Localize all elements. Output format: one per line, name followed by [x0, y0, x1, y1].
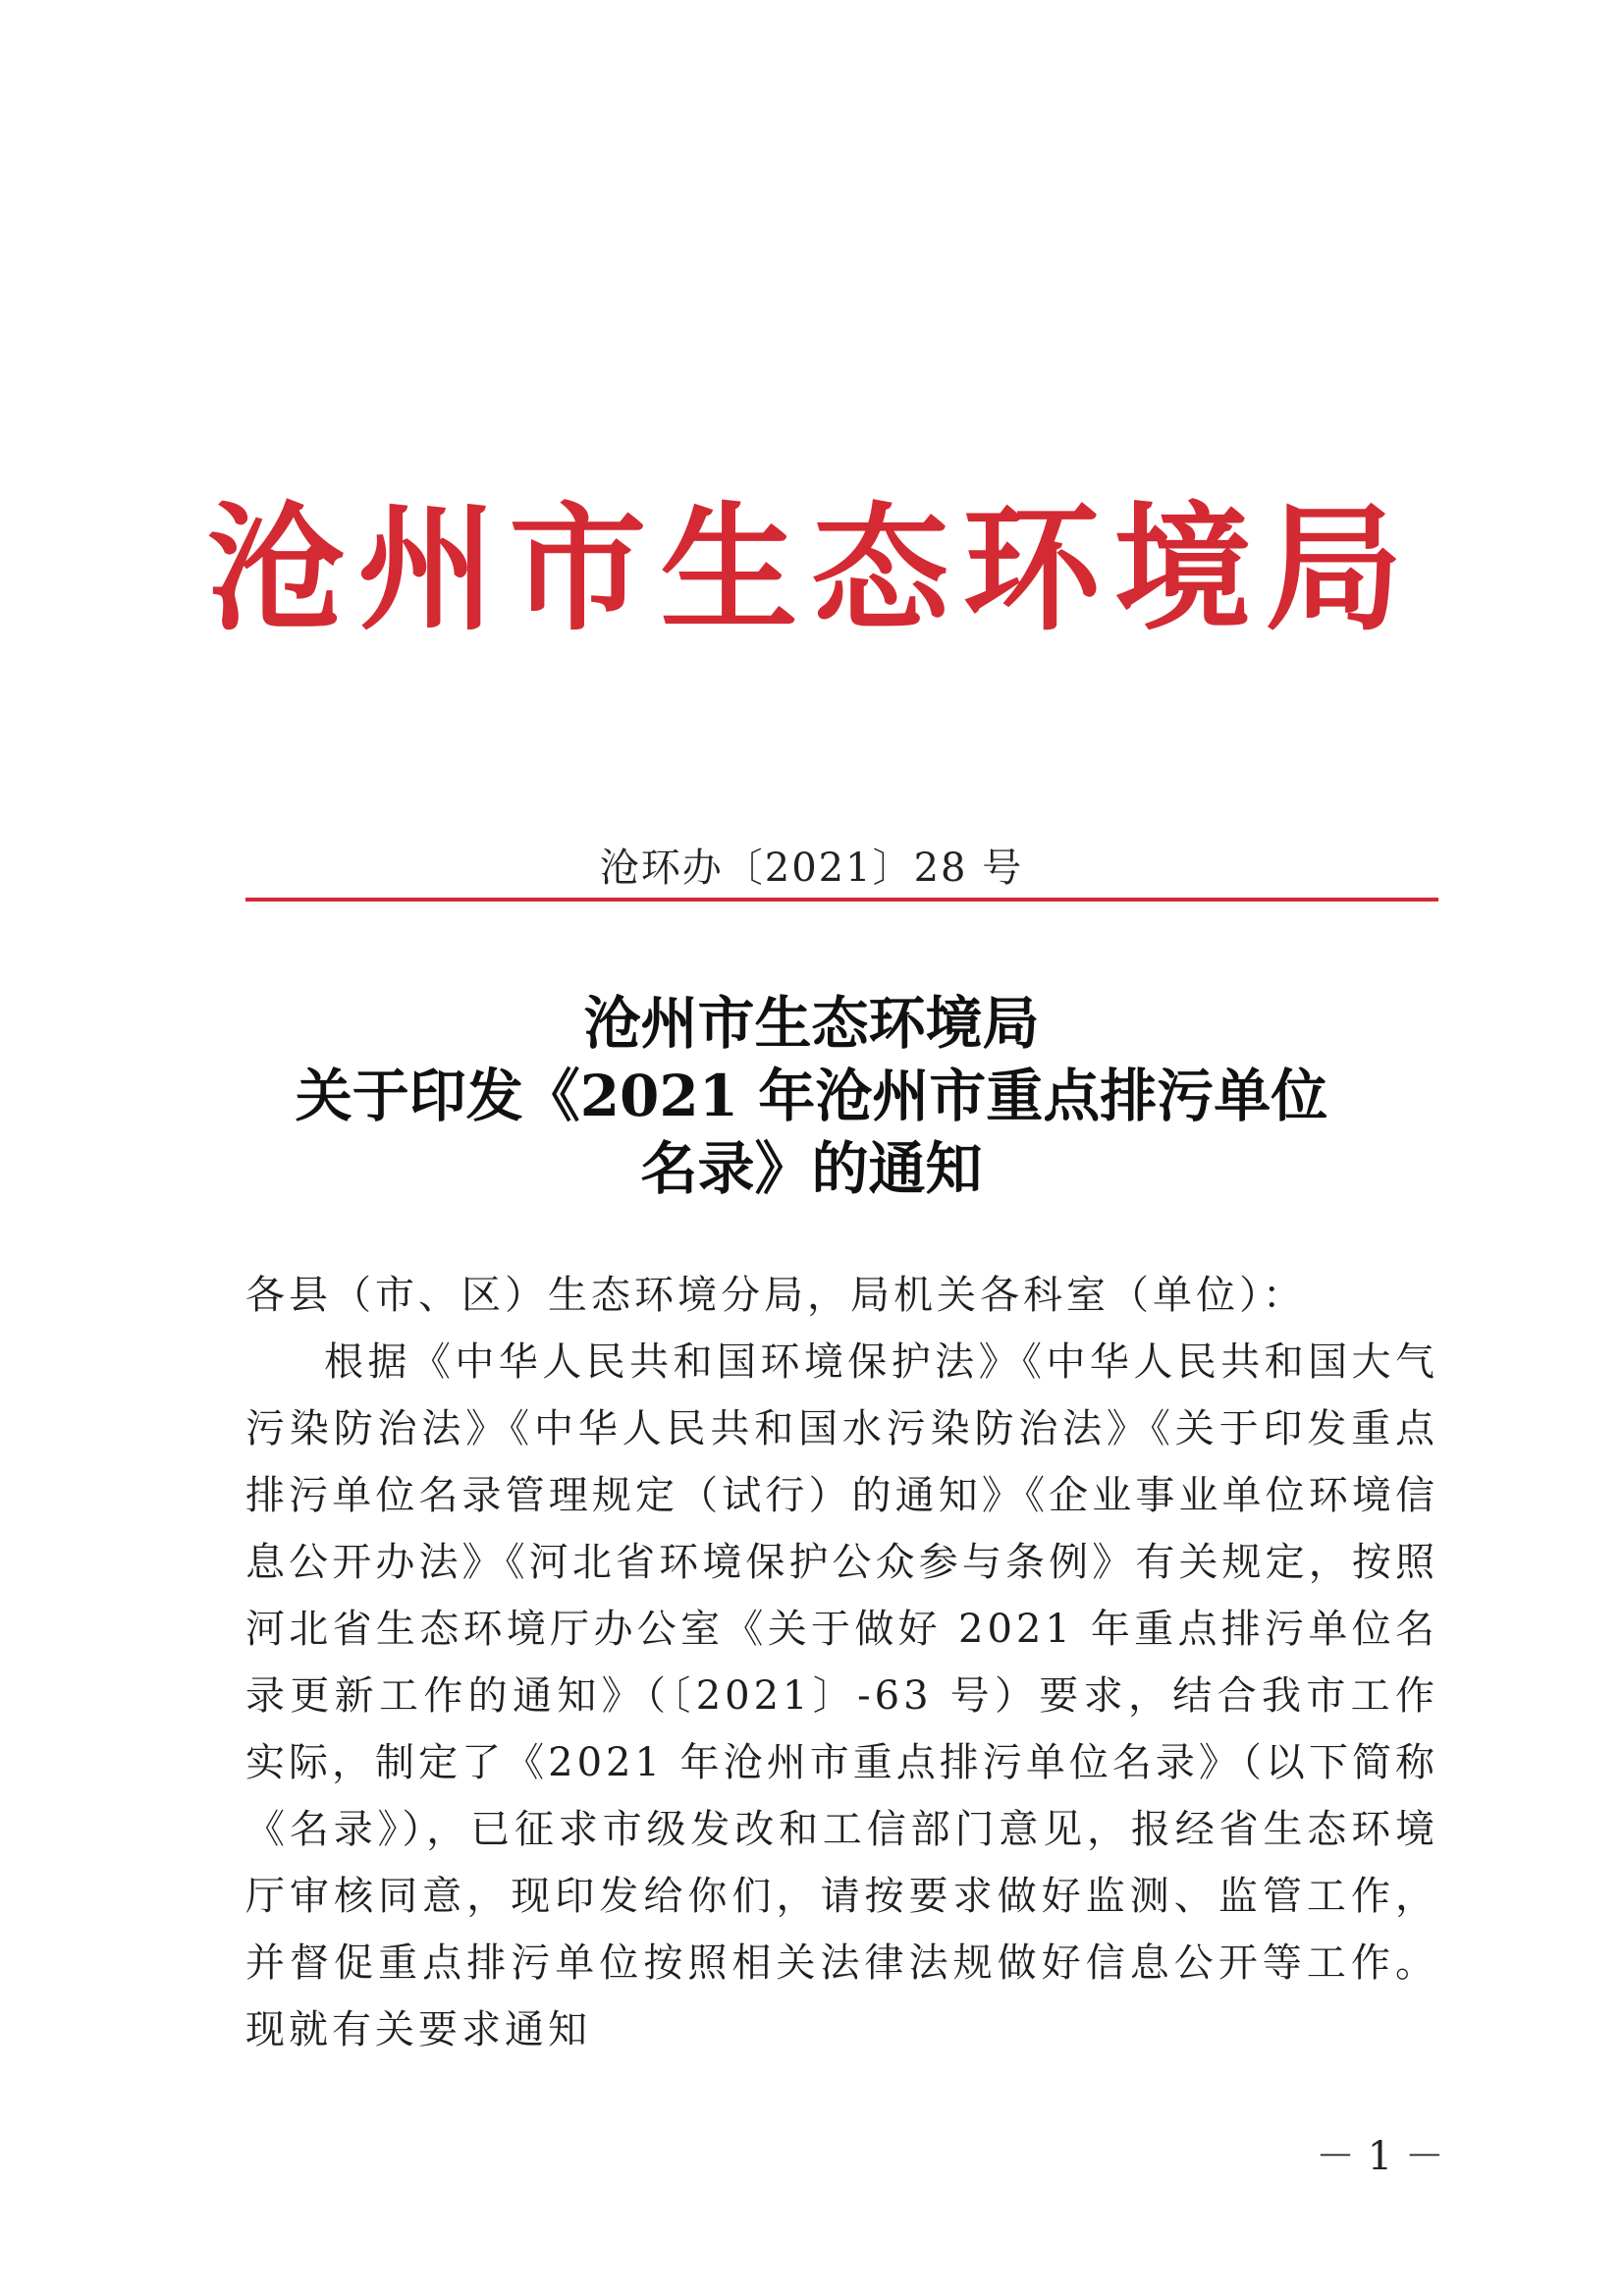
document-title	[0, 987, 1623, 1205]
body-paragraph: 根据《中华人民共和国环境保护法》《中华人民共和国大气污染防治法》《中华人民共和国水污染防治法》《关于印发重点排污单位名录管理规定（试行）的通知》《企业事业单位环境信息公开办法》《河北省环境保护公众参与条例》有关规定，按照河北省生态环境厅办公室《关于做好 2021 年重点排污单位名录更新工作的通知》（〔2021〕-63 号）要求，结合我市工作实际，制定了《2021 年沧州市重点排污单位名录》（以下简称《名录》），已征求市级发改和工信部门意见，报经省生态环境厅审核同意，现印发给你们，请按要求做好监测、监管工作，并督促重点排污单位按照相关法律法规做好信息公开等工作。现就有关要求通知	[245, 1339, 1438, 2052]
red-divider-line	[245, 898, 1438, 902]
title-line-1: 沧州市生态环境局	[583, 990, 1040, 1057]
document-body	[245, 1262, 1438, 2063]
issuing-organization-header: 沧州市生态环境局	[206, 489, 1417, 650]
page-number: － 1 －	[1316, 2134, 1444, 2179]
salutation: 各县（市、区）生态环境分局，局机关各科室（单位）：	[245, 1273, 1306, 1318]
title-line-3: 名录》的通知	[640, 1135, 983, 1202]
title-line-2: 关于印发《2021 年沧州市重点排污单位	[295, 1063, 1328, 1129]
document-number: 沧环办〔2021〕28 号	[599, 846, 1024, 891]
